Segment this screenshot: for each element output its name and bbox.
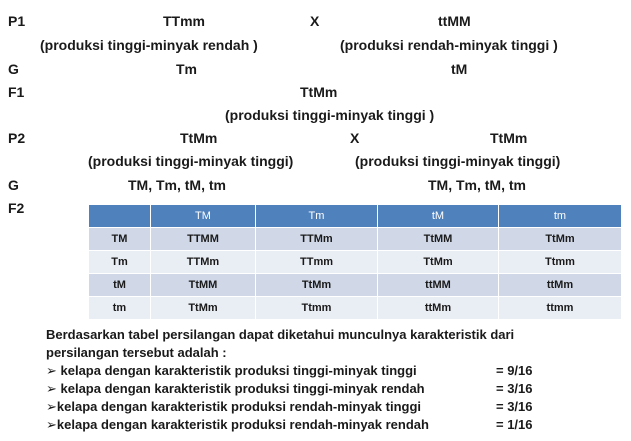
result-item-3: ➢kelapa dengan karakteristik produksi rendah-minyak tinggi [46, 399, 422, 414]
table-row [89, 274, 622, 297]
table-cell: TTMm [256, 228, 378, 251]
header-tm: tm [499, 205, 622, 228]
p2-left-genotype: TtMm [180, 130, 218, 146]
table-cell: TtMm [256, 274, 378, 297]
f2-label: F2 [8, 200, 25, 216]
f1-description: (produksi tinggi-minyak tinggi ) [225, 107, 435, 123]
punnett-square-table [88, 204, 622, 320]
p2-right-description: (produksi tinggi-minyak tinggi) [355, 153, 561, 169]
row-gamete: tm [89, 297, 151, 320]
p1-cross-symbol: X [310, 13, 320, 29]
g1-left-gamete: Tm [176, 61, 197, 77]
header-TM: TM [151, 205, 256, 228]
p1-right-description: (produksi rendah-minyak tinggi ) [340, 37, 558, 53]
p2-label: P2 [8, 130, 26, 146]
p1-left-description: (produksi tinggi-minyak rendah ) [40, 37, 258, 53]
table-cell: TtMm [151, 297, 256, 320]
summary-line-2: persilangan tersebut adalah : [46, 345, 227, 360]
g1-right-gamete: tM [451, 61, 468, 77]
row-gamete: Tm [89, 251, 151, 274]
table-cell: TtMm [378, 251, 499, 274]
p2-left-description: (produksi tinggi-minyak tinggi) [88, 153, 294, 169]
result-item-4: ➢kelapa dengan karakteristik produksi rendah-minyak rendah [46, 417, 429, 432]
table-cell: TTMM [151, 228, 256, 251]
result-ratio-1: = 9/16 [496, 363, 533, 378]
result-item-1: ➢ kelapa dengan karakteristik produksi tinggi-minyak tinggi [46, 363, 417, 378]
p2-cross-symbol: X [350, 130, 360, 146]
g2-right-gametes: TM, Tm, tM, tm [428, 177, 526, 193]
table-row [89, 297, 622, 320]
f1-genotype: TtMm [300, 84, 338, 100]
p1-left-genotype: TTmm [163, 13, 205, 29]
table-cell: TtMM [378, 228, 499, 251]
table-cell: TtMM [151, 274, 256, 297]
g2-label: G [8, 177, 19, 193]
row-gamete: TM [89, 228, 151, 251]
table-cell: ttmm [499, 297, 622, 320]
table-cell: TtMm [499, 228, 622, 251]
header-Tm: Tm [256, 205, 378, 228]
g2-left-gametes: TM, Tm, tM, tm [128, 177, 226, 193]
p2-right-genotype: TtMm [490, 130, 528, 146]
table-cell: ttMm [499, 274, 622, 297]
g1-label: G [8, 61, 19, 77]
summary-line-1: Berdasarkan tabel persilangan dapat diketahui munculnya karakteristik dari [46, 327, 515, 342]
header-corner [89, 205, 151, 228]
result-ratio-2: = 3/16 [496, 381, 533, 396]
table-row [89, 228, 622, 251]
header-tM: tM [378, 205, 499, 228]
table-row [89, 251, 622, 274]
table-cell: ttMM [378, 274, 499, 297]
result-ratio-3: = 3/16 [496, 399, 533, 414]
table-cell: TTmm [256, 251, 378, 274]
f1-label: F1 [8, 84, 25, 100]
row-gamete: tM [89, 274, 151, 297]
p1-right-genotype: ttMM [438, 13, 471, 29]
p1-label: P1 [8, 13, 26, 29]
table-header-row [89, 205, 622, 228]
table-cell: Ttmm [256, 297, 378, 320]
result-ratio-4: = 1/16 [496, 417, 533, 432]
result-item-2: ➢ kelapa dengan karakteristik produksi tinggi-minyak rendah [46, 381, 425, 396]
table-cell: TTMm [151, 251, 256, 274]
table-cell: ttMm [378, 297, 499, 320]
table-cell: Ttmm [499, 251, 622, 274]
